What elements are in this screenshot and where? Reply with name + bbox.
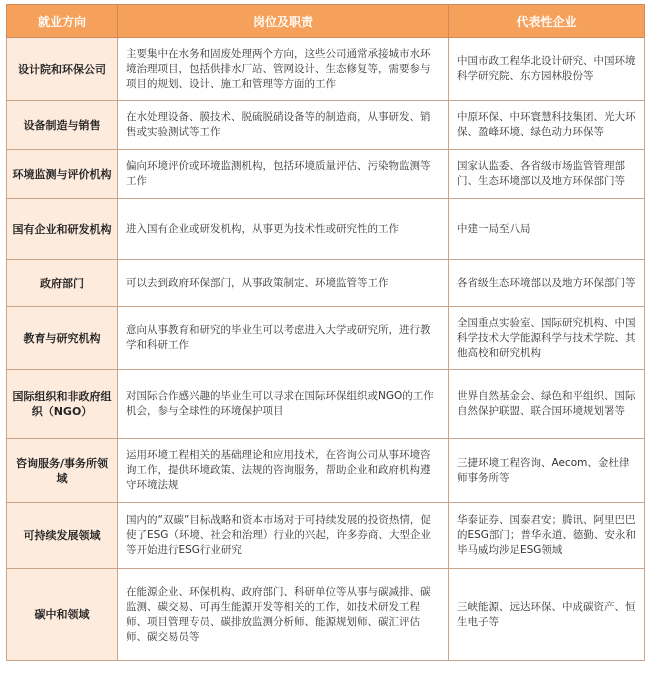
- table-row: [7, 503, 645, 569]
- direction-cell: 政府部门: [7, 260, 118, 307]
- direction-cell: 设备制造与销售: [7, 101, 118, 150]
- employment-table-container: [6, 4, 644, 661]
- duties-cell: 可以去到政府环保部门，从事政策制定、环境监管等工作: [118, 260, 449, 307]
- duties-cell: 进入国有企业或研发机构，从事更为技术性或研究性的工作: [118, 199, 449, 260]
- direction-cell: 国际组织和非政府组织（NGO）: [7, 370, 118, 439]
- duties-cell: 运用环境工程相关的基础理论和应用技术，在咨询公司从事环境咨询工作，提供环境政策、法规的咨询服务，帮助企业和政府机构遵守环境法规: [118, 439, 449, 503]
- table-row: [7, 199, 645, 260]
- direction-cell: 教育与研究机构: [7, 307, 118, 370]
- header-row: [7, 5, 645, 38]
- duties-cell: 国内的“双碳”目标战略和资本市场对于可持续发展的投资热情，促使了ESG（环境、社会和治理）行业的兴起，许多券商、大型企业等开始进行ESG行业研究: [118, 503, 449, 569]
- header-duties: 岗位及职责: [118, 5, 449, 38]
- header-companies: 代表性企业: [449, 5, 645, 38]
- direction-cell: 咨询服务/事务所领域: [7, 439, 118, 503]
- duties-cell: 在能源企业、环保机构、政府部门、科研单位等从事与碳减排、碳监测、碳交易、可再生能源开发等相关的工作，如技术研发工程师、项目管理专员、碳排放监测分析师、能源规划师、碳汇评估师、碳交易员等: [118, 569, 449, 661]
- table-row: [7, 307, 645, 370]
- companies-cell: 三峡能源、远达环保、中成碳资产、恒生电子等: [449, 569, 645, 661]
- duties-cell: 偏向环境评价或环境监测机构，包括环境质量评估、污染物监测等工作: [118, 150, 449, 199]
- employment-table: [6, 4, 645, 661]
- duties-cell: 对国际合作感兴趣的毕业生可以寻求在国际环保组织或NGO的工作机会，参与全球性的环境保护项目: [118, 370, 449, 439]
- table-row: [7, 101, 645, 150]
- companies-cell: 中建一局至八局: [449, 199, 645, 260]
- companies-cell: 中国市政工程华北设计研究、中国环境科学研究院、东方园林股份等: [449, 38, 645, 101]
- companies-cell: 全国重点实验室、国际研究机构、中国科学技术大学能源科学与技术学院、其他高校和研究机构: [449, 307, 645, 370]
- direction-cell: 可持续发展领域: [7, 503, 118, 569]
- table-row: [7, 569, 645, 661]
- direction-cell: 设计院和环保公司: [7, 38, 118, 101]
- header-direction: 就业方向: [7, 5, 118, 38]
- companies-cell: 各省级生态环境部以及地方环保部门等: [449, 260, 645, 307]
- table-row: [7, 439, 645, 503]
- direction-cell: 碳中和领域: [7, 569, 118, 661]
- companies-cell: 国家认监委、各省级市场监管管理部门、生态环境部以及地方环保部门等: [449, 150, 645, 199]
- companies-cell: 三捷环境工程咨询、Aecom、金杜律师事务所等: [449, 439, 645, 503]
- companies-cell: 华泰证券、国泰君安；腾讯、阿里巴巴的ESG部门；普华永道、德勤、安永和毕马威均涉足ESG领域: [449, 503, 645, 569]
- companies-cell: 世界自然基金会、绿色和平组织、国际自然保护联盟、联合国环境规划署等: [449, 370, 645, 439]
- table-row: [7, 370, 645, 439]
- companies-cell: 中原环保、中环寰慧科技集团、光大环保、盈峰环境、绿色动力环保等: [449, 101, 645, 150]
- table-row: [7, 38, 645, 101]
- table-row: [7, 260, 645, 307]
- direction-cell: 环境监测与评价机构: [7, 150, 118, 199]
- duties-cell: 意向从事教育和研究的毕业生可以考虑进入大学或研究所，进行教学和科研工作: [118, 307, 449, 370]
- direction-cell: 国有企业和研发机构: [7, 199, 118, 260]
- duties-cell: 在水处理设备、膜技术、脱硫脱硝设备等的制造商，从事研发、销售或实验测试等工作: [118, 101, 449, 150]
- table-row: [7, 150, 645, 199]
- duties-cell: 主要集中在水务和固废处理两个方向，这些公司通常承接城市水环境治理项目，包括供排水厂站、管网设计、生态修复等，需要参与项目的规划、设计、施工和管理等方面的工作: [118, 38, 449, 101]
